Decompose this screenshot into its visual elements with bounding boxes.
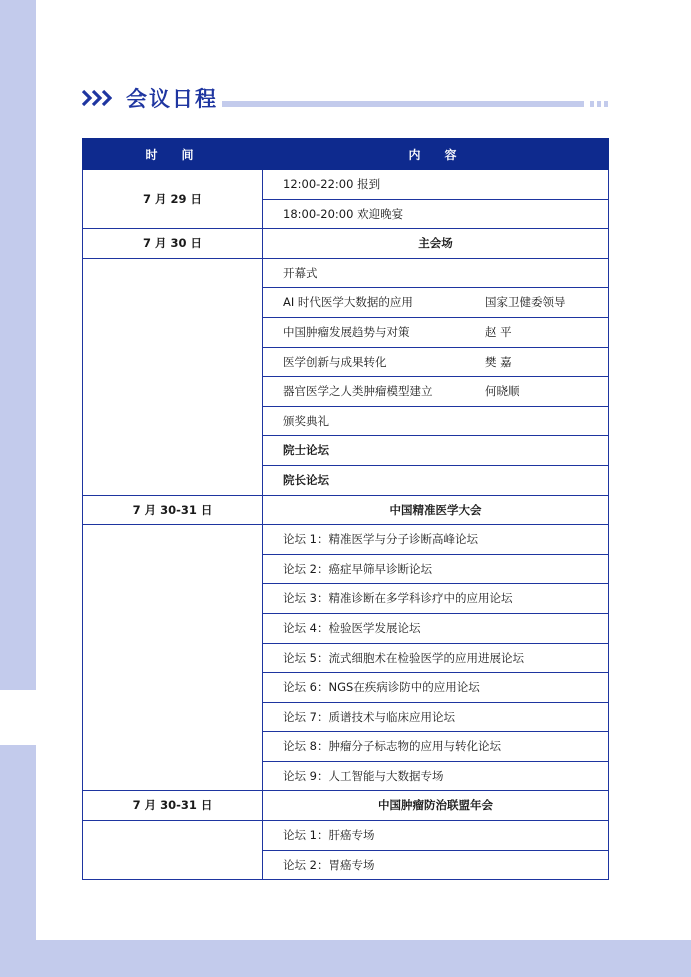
agenda-item <box>263 613 609 643</box>
agenda-item-text: 颁奖典礼 <box>283 413 329 428</box>
empty-time-cell <box>83 525 263 791</box>
agenda-speaker: 赵 平 <box>485 324 512 339</box>
agenda-item <box>263 761 609 791</box>
agenda-item <box>263 643 609 673</box>
header-content: 内 容 <box>263 139 609 170</box>
agenda-item <box>263 436 609 466</box>
agenda-item-text: 院士论坛 <box>283 443 329 458</box>
agenda-item <box>263 850 609 880</box>
date-cell: 7 月 30 日 <box>83 229 263 259</box>
agenda-speaker: 何晓顺 <box>485 384 520 399</box>
agenda-item <box>263 406 609 436</box>
table-row <box>83 170 609 200</box>
agenda-item <box>263 673 609 703</box>
agenda-item <box>263 347 609 377</box>
agenda-item <box>263 465 609 495</box>
section-row <box>83 495 609 525</box>
decorative-bottom-bar <box>0 940 691 977</box>
agenda-item-text: 论坛 7：质谱技术与临床应用论坛 <box>283 709 455 724</box>
agenda-item-text: 论坛 1：精准医学与分子诊断高峰论坛 <box>283 532 478 547</box>
agenda-item-text: 论坛 1：肝癌专场 <box>283 828 375 843</box>
empty-time-cell <box>83 821 263 880</box>
agenda-item <box>263 525 609 555</box>
section-heading <box>82 82 218 114</box>
agenda-item-text: 开幕式 <box>283 265 318 280</box>
decorative-side-bar-top <box>0 0 36 690</box>
section-row <box>83 791 609 821</box>
triple-chevron-icon <box>82 89 112 107</box>
schedule-table <box>82 138 609 880</box>
section-title: 中国肿瘤防治联盟年会 <box>263 791 609 821</box>
agenda-item <box>263 702 609 732</box>
agenda-item-text: 医学创新与成果转化 <box>283 354 387 369</box>
agenda-item <box>263 584 609 614</box>
table-row <box>83 821 609 851</box>
table-row <box>83 258 609 288</box>
agenda-item-text: 中国肿瘤发展趋势与对策 <box>283 324 410 339</box>
section-title: 主会场 <box>263 229 609 259</box>
header-time: 时 间 <box>83 139 263 170</box>
section-title: 中国精准医学大会 <box>263 495 609 525</box>
title-underline-dots <box>590 101 608 107</box>
agenda-item-text: 器官医学之人类肿瘤模型建立 <box>283 384 433 399</box>
title-underline <box>222 101 584 107</box>
agenda-item-text: 论坛 9：人工智能与大数据专场 <box>283 768 444 783</box>
agenda-item <box>263 288 609 318</box>
agenda-item-text: 论坛 8：肿瘤分子标志物的应用与转化论坛 <box>283 739 501 754</box>
empty-time-cell <box>83 258 263 495</box>
agenda-item-text: 18:00-20:00 欢迎晚宴 <box>283 206 404 221</box>
agenda-item-text: 院长论坛 <box>283 472 329 487</box>
agenda-item <box>263 199 609 229</box>
agenda-item-text: 论坛 2：癌症早筛早诊断论坛 <box>283 561 432 576</box>
agenda-item <box>263 732 609 762</box>
agenda-item <box>263 317 609 347</box>
date-cell: 7 月 30-31 日 <box>83 495 263 525</box>
agenda-speaker: 樊 嘉 <box>485 354 512 369</box>
date-cell: 7 月 30-31 日 <box>83 791 263 821</box>
table-row <box>83 525 609 555</box>
schedule-body <box>83 170 609 880</box>
agenda-item-text: 12:00-22:00 报到 <box>283 177 381 191</box>
agenda-item <box>263 554 609 584</box>
agenda-item-text: 论坛 3：精准诊断在多学科诊疗中的应用论坛 <box>283 591 513 606</box>
agenda-item-text: 论坛 4：检验医学发展论坛 <box>283 620 421 635</box>
agenda-item-text: 论坛 6：NGS在疾病诊防中的应用论坛 <box>283 680 480 695</box>
agenda-item <box>263 377 609 407</box>
date-cell: 7 月 29 日 <box>83 170 263 229</box>
agenda-speaker: 国家卫健委领导 <box>485 295 566 310</box>
table-header-row <box>83 139 609 170</box>
section-row <box>83 229 609 259</box>
agenda-item-text: 论坛 5：流式细胞术在检验医学的应用进展论坛 <box>283 650 524 665</box>
agenda-item <box>263 821 609 851</box>
agenda-item <box>263 170 609 200</box>
agenda-item-text: 论坛 2：胃癌专场 <box>283 857 375 872</box>
agenda-item <box>263 258 609 288</box>
page-title: 会议日程 <box>126 87 218 111</box>
agenda-item-text: AI 时代医学大数据的应用 <box>283 295 413 310</box>
